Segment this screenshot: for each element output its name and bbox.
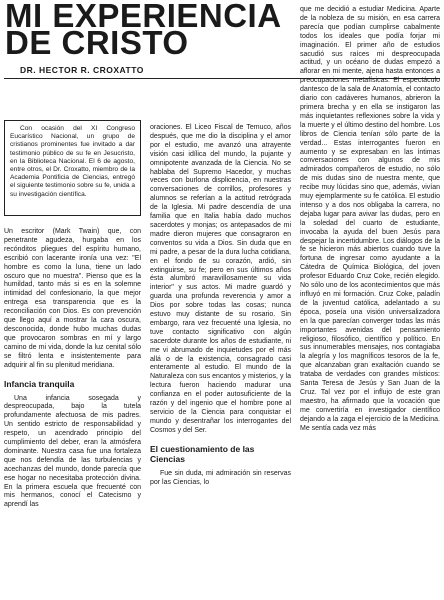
paragraph: Fue sin duda, mi admiración sin reservas por las Ciencias, lo — [150, 469, 291, 486]
paragraph: que me decidió a estudiar Medicina. Aparte de la nobleza de su misión, en esa carrera parecía que podían cumplirse cabalmente todos los ideales que podía forjar mi imaginación. El primer año de estudios sacudió sus raíces mi despreocupada actitud, y un océano de dudas empezó a aflorar en mi mente, ajena hasta entonces a preocupaciones metafísicas. El espectáculo dantesco de la sala de Anatomía, el contacto diario con cadáveres humanos, abrieron la primera brecha y en ella se instigaron las más inquietantes reflexiones sobre la vida y la muerte y el último destino del hombre. Los libros de Ciencia tenían sólo parte de la verdad... Estas interrogantes fueron en aumento y se expresaban en las íntimas conversaciones con algunos de mis admirados compañeros de estudio, no sólo de mis dudas sino de nuestra mente, que recibe muy lúcidas sino que, además, vivían muy ejemplarmente su fe católica. El estudio intenso y a dos nos obligaba la carrera, no dejaba lugar para avivar las dudas, pero en la soledad del cuarto de estudiante, invocaba la ayuda del buen Jesús para despejar la incertidumbre. Los diálogos de la fe se hicieron más abiertos cuando tuve la fortuna de ingresar como ayudante a la Cátedra de Química Biológica, del joven profesor Eduardo Cruz Coke, recién elegido. No sólo uno de los acontecimientos que más influyó en mi formación. Cruz Coke, paladín de la juventud católica, adelantado a su época, poseía una visión universalizadora en la que parecían converger todas las más importantes avenidas del pensamiento religioso, filosófico, científico y político. En sus innumerables mensajes, nos contagiaba la alegría y los magníficos tesoros de la fe, que alcanzaban gran exaltación cuando se trataba de verdades con grandes místicos: Santa Teresa de Jesús y San Juan de la Cruz. Tal vez por el influjo de este gran maestro, ha afirmado que la vocación que me convertiría en investigador científico dejando a la zaga el ejercicio de la Medicina. Me sentía cada vez más — [300, 6, 440, 432]
column-1 — [4, 228, 141, 510]
title-line-1: MI EXPERIENCIA — [5, 0, 282, 34]
column-2 — [150, 124, 291, 488]
intro-box-text: Con ocasión del XI Congreso Eucarístico Nacional, un grupo de cristianos prominentes fue invitado a dar testimonio público de su fe en Jesucristo, en la Biblioteca Nacional. El 6 de agosto, entre otros, el Dr. Croxatto, miembro de la Academia Pontificia de Ciencias, entregó el siguiente testimonio sobre su fe, unida a su investigación científica. — [10, 125, 135, 198]
author-byline: DR. HECTOR R. CROXATTO — [20, 65, 144, 75]
column-3 — [300, 6, 440, 434]
title-line-2: DE CRISTO — [5, 24, 189, 61]
article-title — [5, 0, 282, 61]
section-heading: Infancia tranquila — [4, 378, 75, 389]
paragraph: Una infancia sosegada y despreocupada, bajo la tutela profundamente afectuosa de mis padres. Un sentido estricto de responsabilidad y respeto, un acendrado principio del cumplimiento del deber, eran la atmósfera dominante. Nuestra casa fue una fortaleza que nos defendía de las turbulencias y acechanzas del mundo, donde parecía que ese hogar no necesitaba protección divina. En la primera escuela que frecuenté con mis hermanos, conocí el Catecismo y aprendí las — [4, 394, 141, 509]
paragraph: Un escritor (Mark Twain) que, con penetrante agudeza, hurgaba en los recónditos pliegues del espíritu humano, escribió con lacerante ironía una vez: "El hombre es como la luna, tiene un lado oscuro que no muestra". Pienso que es la humildad, tanto más si es en la solemne intimidad del confesionario, la que mejor entrega esa transparencia que es la reconciliación con Dios. Es con prevención que llego aquí a mostrar la cara oscura, desconocida, donde hubo muchas dudas que provocaron sombras en mí y largo camino de mi vida, donde la luz cenital sólo se filtró lenta e insistentemente para adquirir al fin su plenitud meridiana. — [4, 228, 141, 369]
paragraph: oraciones. El Liceo Fiscal de Temuco, años después, que me dio la disciplina y el amor por el estudio, me avanzó una atrayente visión casi idílica del mundo, la pujante y omnipotente avanzada de la Ciencia. No se hablaba del Supremo Hacedor, y muchas veces con burlona displicencia, en nuestras conversaciones de corrillos, profesores y alumnos se referían a la actitud retrógrada de la Iglesia. Mi padre descendía de una familia que en Italia había dado muchos sacerdotes y monjas; os antepasados de mi madre dieron mujeres que consagraron en conventos su vida a Dios. Sin duda que en mi padre, a pesar de la dura lucha cotidiana, en el fondo de su corazón, ardió, sin extinguirse, su fe; pero en sus últimos años ésta alumbró maravillosamente su vida interior" y sus actos. Mi madre guardó y guarda una profunda reverencia y amor a Dios por sobre todas las cosas; nunca estuvo muy distante de su rosario. Sin embargo, rara vez frecuenté una Iglesia, no tuve contacto significativo con algún sacerdote durante los años de estudiante, ni me vi abrumado de inquietudes por el más allá o de la existencia, consagrado casi enteramente al estudio. El mundo de la Naturaleza con sus encantos y misterios, y la lectura fueron haciendo madurar una confianza en el poder autosuficiente de la razón y del ingenio que el hombre pone al servicio de la Ciencia para conquistar el mundo y desentrañar los interrogantes del Cosmos y del Ser. — [150, 124, 291, 434]
section-heading: El cuestionamiento de las Ciencias — [150, 443, 255, 464]
intro-box — [4, 120, 141, 216]
